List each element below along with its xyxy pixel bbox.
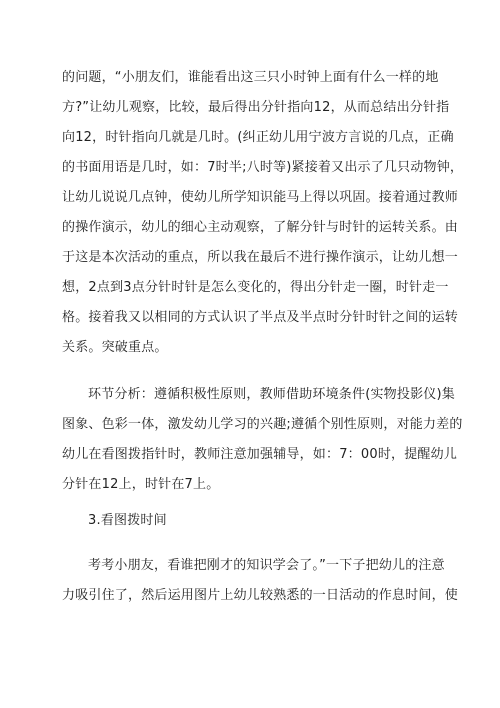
text-line: 考考小朋友，看谁把刚才的知识学会了。”一下子把幼儿的注意 xyxy=(88,558,445,573)
text-line: 图象、色彩一体，激发幼儿学习的兴趣;遵循个别性原则，对能力差的 xyxy=(62,417,463,432)
text-line: 让幼儿说说几点钟，使幼儿所学知识能马上得以巩固。接着通过教师 xyxy=(62,190,459,205)
text-line: 关系。突破重点。 xyxy=(62,340,168,355)
text-line: 分针在12上，时针在7上。 xyxy=(62,477,220,492)
text-line: 方?”让幼儿观察，比较，最后得出分针指向12，从而总结出分针指 xyxy=(62,100,450,115)
text-line: 幼儿在看图拨指针时，教师注意加强辅导，如：7：00时，提醒幼儿 xyxy=(62,447,458,462)
text-line: 环节分析：遵循积极性原则，教师借助环境条件(实物投影仪)集 xyxy=(88,387,455,402)
paragraph-1-text xyxy=(62,63,464,363)
text-line: 格。接着我又以相同的方式认识了半点及半点时分针时针之间的运转 xyxy=(62,310,459,325)
text-line: 向12，时针指向几就是几时。(纠正幼儿用宁波方言说的几点，正确 xyxy=(62,130,454,145)
body-paragraph-1 xyxy=(62,63,464,363)
text-line: 的问题，“小朋友们，谁能看出这三只小时钟上面有什么一样的地 xyxy=(62,70,439,85)
section-heading-block xyxy=(62,506,442,536)
section-heading-text: 3.看图拨时间 xyxy=(88,513,167,528)
section-heading xyxy=(62,506,442,536)
text-line: 力吸引住了，然后运用图片上幼儿较熟悉的一日活动的作息时间，使 xyxy=(62,588,459,603)
text-line: 于这是本次活动的重点，所以我在最后不进行操作演示，让幼儿想一 xyxy=(62,250,459,265)
paragraph-3-text xyxy=(62,551,459,611)
body-paragraph-2 xyxy=(62,380,463,500)
text-line: 想，2点到3点分针时针是怎么变化的，得出分针走一圈，时针走一 xyxy=(62,280,449,295)
body-paragraph-3 xyxy=(62,551,459,611)
text-line: 的书面用语是几时，如：7时半;八时等)紧接着又出示了几只动物钟， xyxy=(62,160,464,175)
text-line: 的操作演示，幼儿的细心主动观察，了解分针与时针的运转关系。由 xyxy=(62,220,459,235)
paragraph-2-text xyxy=(62,380,463,500)
